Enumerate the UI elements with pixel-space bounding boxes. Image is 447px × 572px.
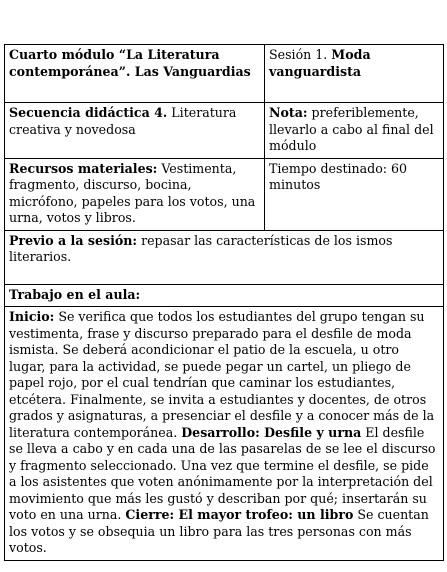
classwork-body-row	[5, 307, 444, 561]
note-text: preferiblemente, llevarlo a cabo al final del módulo	[269, 105, 434, 153]
time-text: Tiempo destinado: 60 minutos	[269, 160, 408, 192]
classwork-heading-row	[5, 284, 444, 307]
resources-cell	[5, 158, 265, 230]
module-title: Cuarto módulo “La Literatura contemporánea”. Las Vanguardias	[9, 47, 251, 79]
previous-text: repasar las características de los ismos literarios.	[9, 232, 393, 264]
sequence-row	[5, 103, 444, 159]
cierre-label: Cierre: El mayor trofeo: un libro	[125, 507, 354, 522]
previous-label: Previo a la sesión:	[9, 232, 138, 248]
sequence-cell	[5, 103, 265, 159]
session-cell	[265, 45, 444, 103]
cierre-text: Se cuentan los votos y se obsequia un libro para las tres personas con más votos.	[9, 507, 429, 555]
inicio-text: Se verifica que todos los estudiantes del grupo tengan su vestimenta, frase y discurso preparado para el desfile de moda ismista. Se deberá acondicionar el patio de la escuela, u otro lugar, para la actividad, se puede pegar un cartel, un pliego de papel rojo, por el cual tendrían que caminar los estudiantes, etcétera. Finalmente, se invita a estudiantes y docentes, de otros grados y asignaturas, a presenciar el desfile y a conocer más de la literatura contemporánea.	[9, 309, 435, 440]
desarrollo-label: Desarrollo: Desfile y urna	[181, 424, 362, 440]
sequence-label: Secuencia didáctica 4.	[9, 105, 168, 120]
classwork-heading-cell	[5, 284, 444, 307]
previous-row	[5, 230, 444, 284]
desarrollo-text: El desfile se lleva a cabo y en cada una de las pasarelas de se lee el discurso y fragmento seleccionado. Una vez que termine el desfile, se pide a los asistentes que voten anónimamente por la interpretación del movimiento que más les gustó y describan por qué; insertarán su voto en una urna.	[9, 424, 436, 522]
session-name: Moda vanguardista	[269, 47, 371, 79]
module-title-cell	[5, 45, 265, 103]
classwork-heading: Trabajo en el aula:	[9, 286, 141, 302]
resources-text: Vestimenta, fragmento, discurso, bocina, micrófono, papeles para los votos, una urna, votos y libros.	[9, 160, 256, 225]
classwork-body-cell	[5, 307, 444, 561]
header-row	[5, 45, 444, 103]
session-prefix: Sesión 1.	[269, 47, 332, 62]
inicio-label: Inicio:	[9, 309, 55, 324]
time-cell	[265, 158, 444, 230]
note-cell	[265, 103, 444, 159]
resources-row	[5, 158, 444, 230]
previous-cell	[5, 230, 444, 284]
sequence-text: Literatura creativa y novedosa	[9, 105, 237, 137]
resources-label: Recursos materiales:	[9, 160, 158, 176]
lesson-plan-table	[4, 44, 444, 561]
note-label: Nota:	[269, 105, 308, 120]
